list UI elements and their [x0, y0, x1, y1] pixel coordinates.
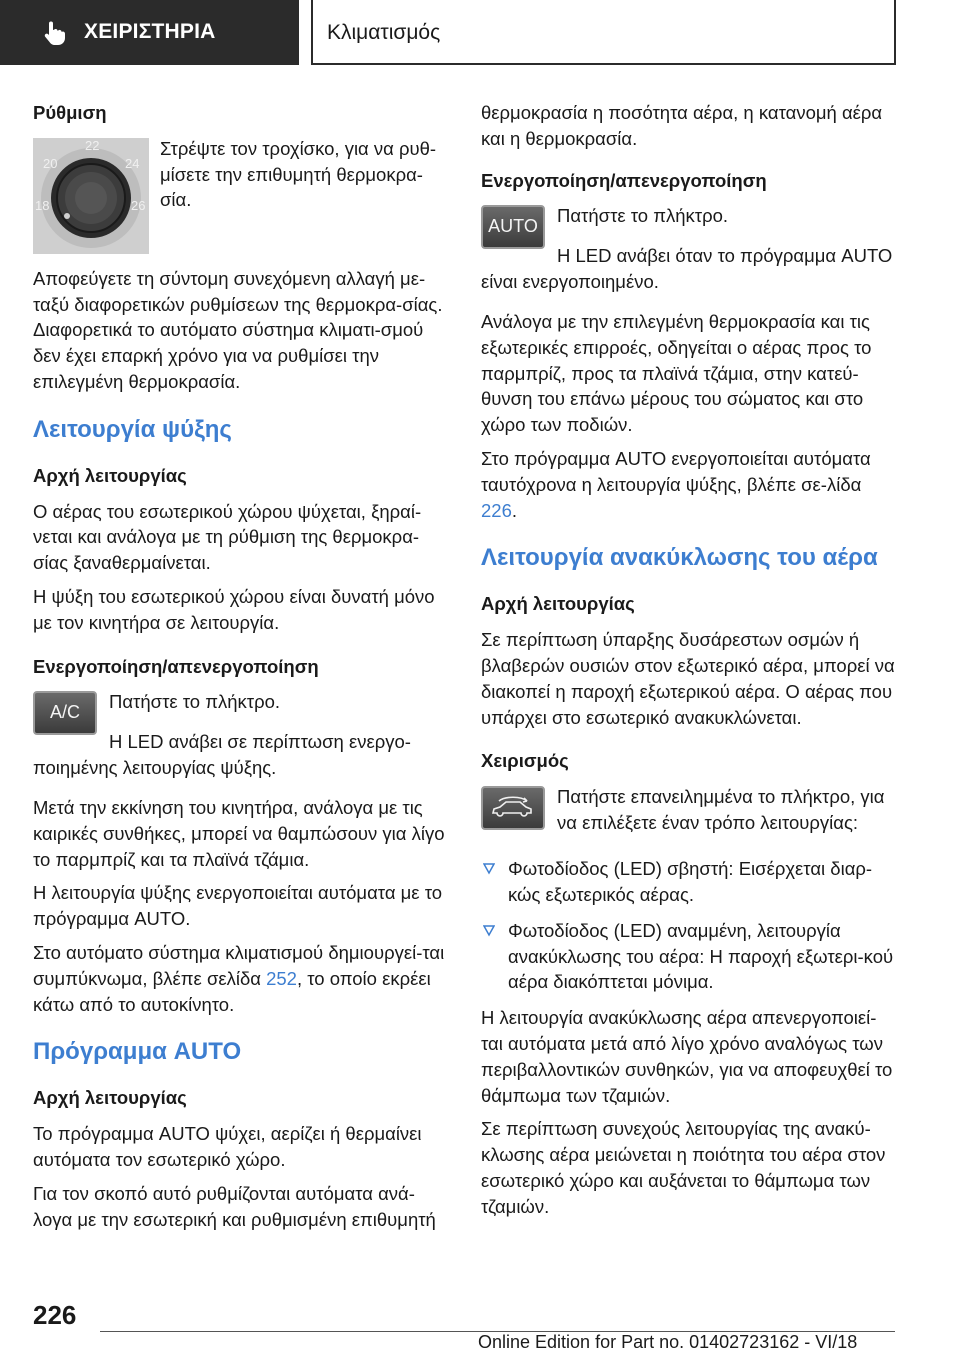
recirculation-long-text: Σε περίπτωση συνεχούς λειτουργίας της ανακύ-κλωσης αέρα μειώνεται η ποιότητα του αέρα στον εσωτερικό χώρο και αυξάνεται το θάμπωμα των τζαμιών.	[481, 1118, 886, 1217]
hand-pointer-icon	[40, 18, 70, 48]
auto-cool-text-post: .	[511, 499, 518, 521]
auto-button-label: AUTO	[488, 216, 538, 237]
knob-label-18: 18	[35, 197, 50, 213]
page-link-226[interactable]: 226	[481, 499, 512, 521]
cooling-paragraph-2: Η ψύξη του εσωτερικού χώρου είναι δυνατή μόνο με τον κινητήρα σε λειτουργία.	[33, 585, 435, 633]
operation-heading: Χειρισμός	[481, 750, 569, 772]
setting-heading: Ρύθμιση	[33, 102, 107, 123]
ac-button-image	[33, 691, 97, 735]
recirculation-press-text: Πατήστε επανειλημμένα το πλήκτρο, για να επιλέξετε έναν τρόπο λειτουργίας:	[557, 786, 885, 833]
recirc-button-row	[481, 784, 896, 838]
chapter-title: Κλιματισμός	[327, 21, 441, 44]
recirculation-principle-heading: Αρχή λειτουργίας	[481, 593, 635, 615]
auto-distribution-text: Ανάλογα με την επιλεγμένη θερμοκρασία και τις εξωτερικές επιρροές, οδηγείται ο αέρας προς το παρμπρίζ, προς τα πλαϊνά τζάμια, στην κατεύ-θυνση του επάνω μέρους του σώματος και στο χώρο των ποδιών.	[481, 310, 872, 436]
list-item	[481, 856, 896, 908]
footer-edition: Online Edition for Part no. 01402723162 - VI/18	[478, 1332, 858, 1352]
auto-press-text: Πατήστε το πλήκτρο.	[557, 205, 729, 227]
triangle-bullet-icon	[483, 925, 495, 937]
cooling-activation-heading: Ενεργοποίηση/απενεργοποίηση	[33, 655, 319, 677]
temperature-knob-image	[33, 138, 149, 254]
recirculation-car-icon	[489, 796, 537, 820]
auto-paragraph-2: Για τον σκοπό αυτό ρυθμίζονται αυτόματα ανά-λογα με την εσωτερική και ρυθμισμένη επιθυμητή	[33, 1182, 436, 1230]
triangle-bullet-icon	[483, 863, 495, 875]
avoid-text: Αποφεύγετε τη σύντομη συνεχόμενη αλλαγή με-ταξύ διαφορετικών ρυθμίσεων της θερμοκρα-σίας. Διαφορετικά το αυτόματο σύστημα κλιματι-σμού δεν έχει επαρκή χρόνο για να ρυθμίσει την επιλεγμένη θερμοκρασία.	[33, 267, 443, 392]
cooling-principle-heading: Αρχή λειτουργίας	[33, 464, 187, 486]
setting-text: Στρέψτε τον τροχίσκο, για να ρυθ-μίσετε την επιθυμητή θερμοκρα-σία.	[160, 137, 437, 211]
auto-cool-text-pre: Στο πρόγραμμα AUTO ενεργοποιείται αυτόματα ταυτόχρονα η λειτουργία ψύξης, βλέπε σε-λίδα	[481, 447, 871, 495]
knob-label-24: 24	[125, 155, 140, 171]
auto-activation-heading: Ενεργοποίηση/απενεργοποίηση	[481, 169, 767, 191]
after-start-text: Μετά την εκκίνηση του κινητήρα, ανάλογα με τις καιρικές συνθήκες, μπορεί να θαμπώσουν για λίγο το παρμπρίζ και τα πλαϊνά τζάμια.	[33, 796, 445, 870]
mode-led-off-text: Φωτοδίοδος (LED) σβηστή: Εισέρχεται διαρ-κώς εξωτερικός αέρας.	[508, 858, 873, 905]
setting-figure-row	[33, 136, 448, 264]
auto-cooling-text: Η λειτουργία ψύξης ενεργοποιείται αυτόματα με το πρόγραμμα AUTO.	[33, 882, 443, 930]
temperature-knob-icon	[33, 138, 149, 254]
manual-label: ΧΕΙΡΙΣΤΗΡΙΑ	[84, 20, 216, 43]
knob-label-26: 26	[131, 197, 146, 213]
auto-paragraph-2-continued: θερμοκρασία η ποσότητα αέρα, η κατανομή αέρα και η θερμοκρασία.	[481, 102, 883, 149]
recirculation-auto-off-text: Η λειτουργία ανακύκλωσης αέρα απενεργοποιεί-ται αυτόματα μετά από λίγο χρόνο αναλόγως των περιβαλλοντικών συνθηκών, για να αποφευχθεί το θάμπωμα των τζαμιών.	[481, 1007, 893, 1106]
mode-led-on-text: Φωτοδίοδος (LED) αναμμένη, λειτουργία ανακύκλωσης του αέρα: Η παροχή εξωτερι-κού αέρα διακόπτεται μόνιμα.	[508, 919, 894, 993]
knob-label-22: 22	[85, 137, 100, 153]
header-chapter-box	[311, 0, 896, 65]
cooling-paragraph-1: Ο αέρας του εσωτερικού χώρου ψύχεται, ξηραί-νεται και ανάλογα με τη ρύθμιση της θερμοκρα-σίας ξαναθερμαίνεται.	[33, 500, 422, 574]
recirculation-modes-list	[481, 856, 896, 995]
header-manual-tab	[0, 0, 299, 65]
recirculation-title: Λειτουργία ανακύκλωσης του αέρα	[481, 544, 878, 572]
page-number: 226	[33, 1300, 77, 1330]
condensation-text	[33, 940, 448, 1017]
list-item	[481, 918, 896, 995]
auto-led-text: Η LED ανάβει όταν το πρόγραμμα AUTO είναι ενεργοποιημένο.	[481, 245, 893, 293]
auto-principle-heading: Αρχή λειτουργίας	[33, 1087, 187, 1109]
left-column	[33, 100, 448, 1240]
recirculation-button-image	[481, 786, 545, 830]
page-link-252[interactable]: 252	[266, 967, 297, 989]
recirculation-paragraph-1: Σε περίπτωση ύπαρξης δυσάρεστων οσμών ή βλαβερών ουσιών στον εξωτερικό αέρα, μπορεί να διακοπεί η παροχή εξωτερικού αέρα. Ο αέρας που υπάρχει στο εσωτερικό ανακυκλώνεται.	[481, 629, 895, 728]
ac-led-text: Η LED ανάβει σε περίπτωση ενεργο-ποιημένης λειτουργίας ψύξης.	[33, 731, 411, 779]
knob-label-20: 20	[43, 155, 58, 171]
auto-paragraph-1: Το πρόγραμμα AUTO ψύχει, αερίζει ή θερμαίνει αυτόματα τον εσωτερικό χώρο.	[33, 1123, 422, 1170]
auto-program-title: Πρόγραμμα AUTO	[33, 1038, 242, 1066]
cooling-title: Λειτουργία ψύξης	[33, 415, 232, 443]
right-column	[481, 100, 896, 1228]
condensation-text-post: , το οποίο εκρέει κάτω από το αυτοκίνητο.	[33, 967, 431, 1015]
ac-press-text: Πατήστε το πλήκτρο.	[109, 691, 281, 713]
auto-button-image	[481, 205, 545, 249]
ac-button-label: A/C	[49, 702, 80, 723]
auto-cooling-link-text	[481, 446, 896, 523]
condensation-text-pre: Στο αυτόματο σύστημα κλιματισμού δημιουργεί-ται συμπύκνωμα, βλέπε σελίδα	[33, 941, 445, 989]
